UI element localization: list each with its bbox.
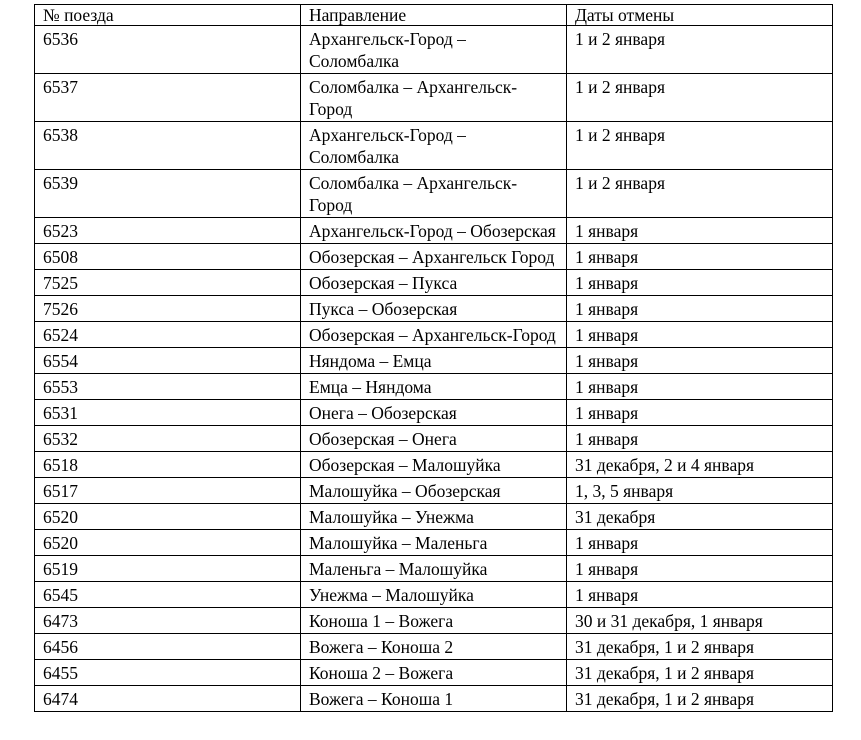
cell-direction: Архангельск-Город – Соломбалка bbox=[301, 122, 567, 170]
cell-train-number: 6539 bbox=[35, 170, 301, 218]
cell-train-number: 6520 bbox=[35, 504, 301, 530]
cell-train-number: 6456 bbox=[35, 634, 301, 660]
cell-train-number: 6538 bbox=[35, 122, 301, 170]
cell-direction: Вожега – Коноша 1 bbox=[301, 686, 567, 712]
table-row bbox=[35, 582, 833, 608]
table-row bbox=[35, 452, 833, 478]
header-cancel-dates: Даты отмены bbox=[567, 5, 833, 26]
cell-train-number: 6523 bbox=[35, 218, 301, 244]
cell-cancel-dates: 1 января bbox=[567, 348, 833, 374]
cell-direction: Архангельск-Город – Соломбалка bbox=[301, 26, 567, 74]
table-row bbox=[35, 348, 833, 374]
cell-train-number: 7526 bbox=[35, 296, 301, 322]
cell-cancel-dates: 1 января bbox=[567, 426, 833, 452]
cell-train-number: 6508 bbox=[35, 244, 301, 270]
table-row bbox=[35, 122, 833, 170]
cell-cancel-dates: 31 декабря, 1 и 2 января bbox=[567, 634, 833, 660]
cell-cancel-dates: 1 и 2 января bbox=[567, 170, 833, 218]
cell-train-number: 6517 bbox=[35, 478, 301, 504]
table-row bbox=[35, 74, 833, 122]
cell-train-number: 6524 bbox=[35, 322, 301, 348]
cell-direction: Няндома – Емца bbox=[301, 348, 567, 374]
cell-train-number: 7525 bbox=[35, 270, 301, 296]
table-header-row bbox=[35, 5, 833, 26]
table-row bbox=[35, 556, 833, 582]
cell-train-number: 6537 bbox=[35, 74, 301, 122]
table-row bbox=[35, 296, 833, 322]
table-row bbox=[35, 530, 833, 556]
cell-direction: Маленьга – Малошуйка bbox=[301, 556, 567, 582]
table-row bbox=[35, 426, 833, 452]
table-row bbox=[35, 270, 833, 296]
cell-direction: Коноша 1 – Вожега bbox=[301, 608, 567, 634]
cell-direction: Обозерская – Архангельск Город bbox=[301, 244, 567, 270]
train-cancellation-table bbox=[34, 4, 833, 712]
cell-cancel-dates: 1 января bbox=[567, 556, 833, 582]
cell-direction: Архангельск-Город – Обозерская bbox=[301, 218, 567, 244]
cell-cancel-dates: 1 января bbox=[567, 400, 833, 426]
table-row bbox=[35, 322, 833, 348]
cell-cancel-dates: 1 января bbox=[567, 296, 833, 322]
cell-direction: Обозерская – Пукса bbox=[301, 270, 567, 296]
header-direction: Направление bbox=[301, 5, 567, 26]
cell-cancel-dates: 1 и 2 января bbox=[567, 26, 833, 74]
table-row bbox=[35, 634, 833, 660]
cell-train-number: 6520 bbox=[35, 530, 301, 556]
cell-train-number: 6519 bbox=[35, 556, 301, 582]
cell-cancel-dates: 1 января bbox=[567, 270, 833, 296]
cell-train-number: 6473 bbox=[35, 608, 301, 634]
cell-direction: Соломбалка – Архангельск-Город bbox=[301, 170, 567, 218]
cell-cancel-dates: 1 января bbox=[567, 582, 833, 608]
cell-cancel-dates: 1 января bbox=[567, 322, 833, 348]
table-row bbox=[35, 504, 833, 530]
cell-cancel-dates: 1, 3, 5 января bbox=[567, 478, 833, 504]
cell-direction: Емца – Няндома bbox=[301, 374, 567, 400]
table-row bbox=[35, 170, 833, 218]
cell-cancel-dates: 31 декабря, 2 и 4 января bbox=[567, 452, 833, 478]
cell-direction: Малошуйка – Маленьга bbox=[301, 530, 567, 556]
table-row bbox=[35, 26, 833, 74]
cell-direction: Вожега – Коноша 2 bbox=[301, 634, 567, 660]
cell-cancel-dates: 31 декабря, 1 и 2 января bbox=[567, 686, 833, 712]
cell-train-number: 6536 bbox=[35, 26, 301, 74]
cell-train-number: 6455 bbox=[35, 660, 301, 686]
cell-train-number: 6531 bbox=[35, 400, 301, 426]
table-row bbox=[35, 608, 833, 634]
table-row bbox=[35, 660, 833, 686]
cell-direction: Обозерская – Архангельск-Город bbox=[301, 322, 567, 348]
cell-train-number: 6545 bbox=[35, 582, 301, 608]
cell-train-number: 6518 bbox=[35, 452, 301, 478]
cell-direction: Обозерская – Онега bbox=[301, 426, 567, 452]
cell-direction: Унежма – Малошуйка bbox=[301, 582, 567, 608]
table-row bbox=[35, 400, 833, 426]
cell-cancel-dates: 1 января bbox=[567, 244, 833, 270]
cell-cancel-dates: 1 января bbox=[567, 530, 833, 556]
table-row bbox=[35, 244, 833, 270]
header-train-number: № поезда bbox=[35, 5, 301, 26]
cell-direction: Обозерская – Малошуйка bbox=[301, 452, 567, 478]
cell-direction: Малошуйка – Унежма bbox=[301, 504, 567, 530]
cell-cancel-dates: 31 декабря bbox=[567, 504, 833, 530]
cell-cancel-dates: 30 и 31 декабря, 1 января bbox=[567, 608, 833, 634]
cell-train-number: 6474 bbox=[35, 686, 301, 712]
cell-train-number: 6554 bbox=[35, 348, 301, 374]
cell-cancel-dates: 1 и 2 января bbox=[567, 122, 833, 170]
table-row bbox=[35, 374, 833, 400]
table-row bbox=[35, 218, 833, 244]
cell-direction: Пукса – Обозерская bbox=[301, 296, 567, 322]
cell-direction: Коноша 2 – Вожега bbox=[301, 660, 567, 686]
cell-cancel-dates: 1 и 2 января bbox=[567, 74, 833, 122]
table-body bbox=[35, 26, 833, 712]
cell-cancel-dates: 1 января bbox=[567, 218, 833, 244]
cell-cancel-dates: 1 января bbox=[567, 374, 833, 400]
table-row bbox=[35, 478, 833, 504]
cell-train-number: 6553 bbox=[35, 374, 301, 400]
cell-direction: Малошуйка – Обозерская bbox=[301, 478, 567, 504]
cell-direction: Онега – Обозерская bbox=[301, 400, 567, 426]
cell-cancel-dates: 31 декабря, 1 и 2 января bbox=[567, 660, 833, 686]
cell-train-number: 6532 bbox=[35, 426, 301, 452]
table-row bbox=[35, 686, 833, 712]
cell-direction: Соломбалка – Архангельск-Город bbox=[301, 74, 567, 122]
